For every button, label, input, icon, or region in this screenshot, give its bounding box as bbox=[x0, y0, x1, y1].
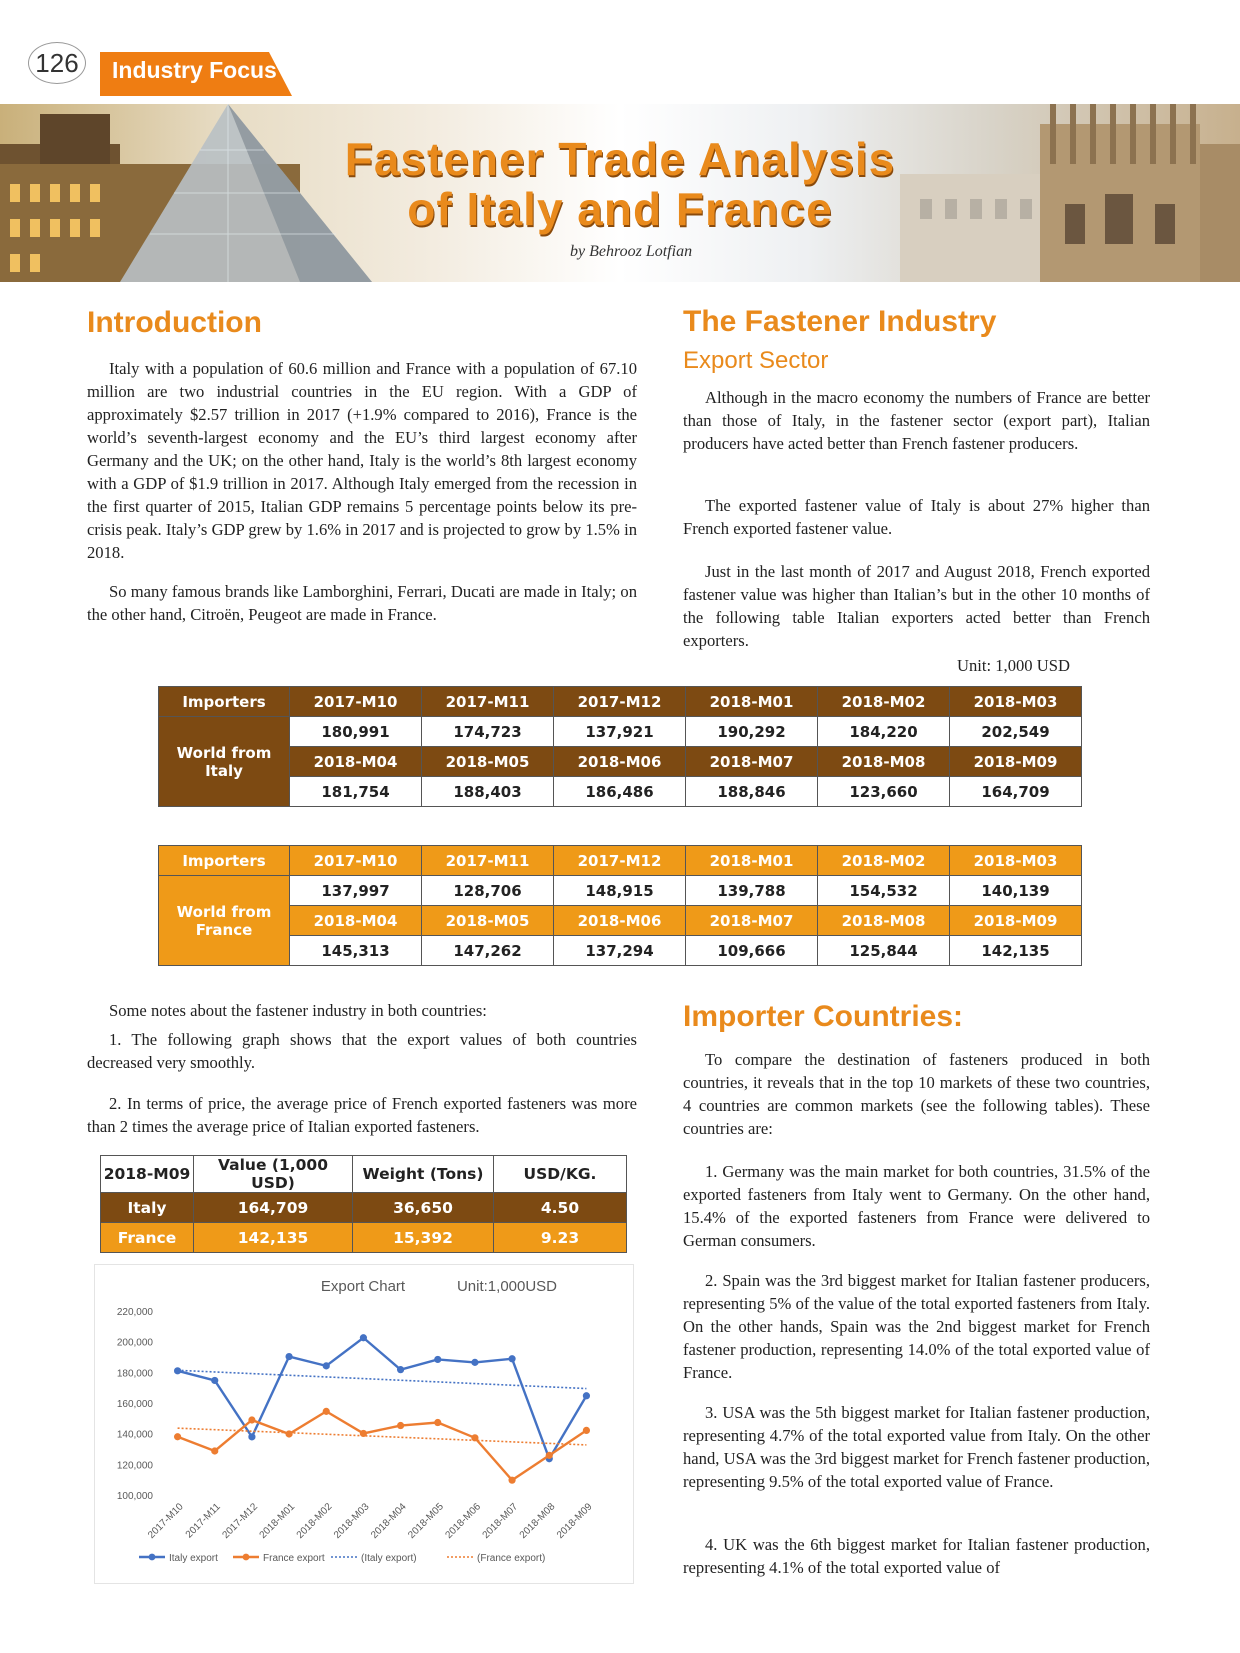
x-tick-label: 2018-M03 bbox=[331, 1501, 372, 1541]
x-tick-label: 2017-M12 bbox=[220, 1501, 261, 1541]
legend-marker bbox=[243, 1554, 250, 1561]
note-2: 2. In terms of price, the average price of French exported fasteners was more than 2 times the average price of Italian exported fasteners. bbox=[87, 1094, 637, 1136]
data-point bbox=[397, 1422, 404, 1429]
data-point bbox=[285, 1430, 292, 1437]
data-point bbox=[174, 1367, 181, 1374]
export-value-cell: 180,991 bbox=[290, 717, 422, 747]
month-header: 2018-M01 bbox=[686, 846, 818, 876]
chart-title: Export Chart bbox=[320, 1278, 406, 1295]
data-point bbox=[211, 1447, 218, 1454]
export-value-cell: 128,706 bbox=[422, 876, 554, 906]
export-value-cell: 190,292 bbox=[686, 717, 818, 747]
x-tick-label: 2018-M04 bbox=[369, 1501, 409, 1541]
price-comparison-table bbox=[100, 1155, 627, 1253]
data-point bbox=[434, 1356, 441, 1363]
y-tick-label: 200,000 bbox=[116, 1337, 153, 1349]
export-sector-subheading: Export Sector bbox=[683, 347, 829, 374]
price-table-cell: 142,135 bbox=[194, 1223, 353, 1253]
importers-paragraph-intro: To compare the destination of fasteners produced in both countries, it reveals that in the top 10 markets of these two countries, 4 countries are common markets (see the following tables). These countries are: bbox=[683, 1050, 1150, 1138]
importers-point-1: 1. Germany was the main market for both countries, 31.5% of the exported fasteners from Italy went to Germany. On the other hand, 15.4% of the exported fasteners from France were delivered to German consumers. bbox=[683, 1162, 1150, 1250]
export-value-cell: 164,709 bbox=[950, 777, 1082, 807]
data-point bbox=[434, 1419, 441, 1426]
price-table-header: 2018-M09 bbox=[101, 1156, 194, 1193]
importers-header: Importers bbox=[159, 687, 290, 717]
month-header: 2018-M04 bbox=[290, 747, 422, 777]
importers-point-3: 3. USA was the 5th biggest market for Italian fastener production, representing 4.7% of the total exported value from Italy. On the other hand, USA was the 3rd biggest market for French fastener production, representing 9.5% of the total exported value of France. bbox=[683, 1403, 1150, 1491]
export-value-cell: 148,915 bbox=[554, 876, 686, 906]
month-header: 2017-M11 bbox=[422, 846, 554, 876]
data-point bbox=[323, 1362, 330, 1369]
y-tick-label: 120,000 bbox=[116, 1460, 153, 1472]
price-table-header: Weight (Tons) bbox=[353, 1156, 494, 1193]
chart-unit-label: Unit:1,000USD bbox=[456, 1278, 558, 1295]
unit-label: Unit: 1,000 USD bbox=[957, 656, 1070, 675]
month-header: 2018-M09 bbox=[950, 747, 1082, 777]
month-header: 2018-M07 bbox=[686, 747, 818, 777]
data-point bbox=[583, 1392, 590, 1399]
y-tick-label: 100,000 bbox=[116, 1491, 153, 1502]
y-tick-label: 140,000 bbox=[116, 1429, 153, 1441]
fastener-industry-heading: The Fastener Industry bbox=[683, 305, 997, 338]
month-header: 2017-M12 bbox=[554, 846, 686, 876]
month-header: 2017-M12 bbox=[554, 687, 686, 717]
france-export-table bbox=[158, 845, 1082, 966]
month-header: 2017-M10 bbox=[290, 687, 422, 717]
data-point bbox=[583, 1427, 590, 1434]
legend-label: France export bbox=[263, 1553, 325, 1564]
article-title-line2: of Italy and France bbox=[407, 183, 833, 235]
month-header: 2018-M03 bbox=[950, 846, 1082, 876]
export-chart-svg bbox=[95, 1265, 633, 1583]
section-tag: Industry Focus bbox=[112, 57, 277, 83]
price-table-cell: 4.50 bbox=[494, 1193, 627, 1223]
export-value-cell: 145,313 bbox=[290, 936, 422, 966]
legend-label: Italy export bbox=[169, 1553, 218, 1564]
data-point bbox=[360, 1334, 367, 1341]
trendline-italy bbox=[178, 1370, 587, 1388]
export-value-cell: 174,723 bbox=[422, 717, 554, 747]
x-tick-label: 2018-M02 bbox=[294, 1501, 335, 1541]
data-point bbox=[285, 1353, 292, 1360]
export-value-cell: 188,846 bbox=[686, 777, 818, 807]
month-header: 2018-M04 bbox=[290, 906, 422, 936]
x-tick-label: 2018-M06 bbox=[443, 1501, 484, 1541]
month-header: 2017-M10 bbox=[290, 846, 422, 876]
price-table-cell: 36,650 bbox=[353, 1193, 494, 1223]
y-tick-label: 180,000 bbox=[116, 1368, 153, 1380]
data-point bbox=[174, 1433, 181, 1440]
note-1: 1. The following graph shows that the export values of both countries decreased very smoothly. bbox=[87, 1030, 637, 1072]
x-tick-label: 2018-M01 bbox=[257, 1501, 298, 1541]
x-tick-label: 2018-M05 bbox=[406, 1501, 446, 1541]
fastener-paragraph-3: Just in the last month of 2017 and August 2018, French exported fastener value was higher than Italian’s but in the other 10 months of the following table Italian exporters acted better than French exporters. bbox=[683, 562, 1150, 650]
article-title-line1: Fastener Trade Analysis bbox=[344, 133, 896, 185]
month-header: 2018-M05 bbox=[422, 747, 554, 777]
export-value-cell: 147,262 bbox=[422, 936, 554, 966]
importers-point-4: 4. UK was the 6th biggest market for Italian fastener production, representing 4.1% of the total exported value of bbox=[683, 1535, 1150, 1577]
data-point bbox=[546, 1452, 553, 1459]
introduction-paragraph-2: So many famous brands like Lamborghini, Ferrari, Ducati are made in Italy; on the other hand, Citroën, Peugeot are made in France. bbox=[87, 582, 637, 624]
export-value-cell: 181,754 bbox=[290, 777, 422, 807]
y-tick-label: 160,000 bbox=[116, 1399, 153, 1410]
price-table-header: Value (1,000 USD) bbox=[194, 1156, 353, 1193]
data-point bbox=[323, 1408, 330, 1415]
export-value-cell: 142,135 bbox=[950, 936, 1082, 966]
price-table-cell: 9.23 bbox=[494, 1223, 627, 1253]
page-number: 126 bbox=[28, 42, 86, 84]
notes-intro: Some notes about the fastener industry in both countries: bbox=[109, 1001, 487, 1020]
export-value-cell: 125,844 bbox=[818, 936, 950, 966]
export-value-cell: 186,486 bbox=[554, 777, 686, 807]
series-line-france bbox=[178, 1411, 587, 1480]
series-line-italy bbox=[178, 1338, 587, 1459]
importers-header: Importers bbox=[159, 846, 290, 876]
month-header: 2018-M01 bbox=[686, 687, 818, 717]
month-header: 2018-M03 bbox=[950, 687, 1082, 717]
month-header: 2018-M02 bbox=[818, 846, 950, 876]
data-point bbox=[397, 1366, 404, 1373]
data-point bbox=[360, 1430, 367, 1437]
export-value-cell: 137,997 bbox=[290, 876, 422, 906]
legend-label: (France export) bbox=[477, 1553, 546, 1564]
byline: by Behrooz Lotfian bbox=[570, 243, 693, 260]
price-table-cell: 164,709 bbox=[194, 1193, 353, 1223]
price-table-cell: Italy bbox=[101, 1193, 194, 1223]
export-value-cell: 139,788 bbox=[686, 876, 818, 906]
fastener-paragraph-2: The exported fastener value of Italy is about 27% higher than French exported fastener value. bbox=[683, 496, 1150, 538]
data-point bbox=[248, 1433, 255, 1440]
month-header: 2018-M09 bbox=[950, 906, 1082, 936]
legend-marker bbox=[149, 1554, 156, 1561]
data-point bbox=[508, 1477, 515, 1484]
row-label-france: World from France bbox=[159, 876, 290, 966]
export-value-cell: 184,220 bbox=[818, 717, 950, 747]
price-table-header: USD/KG. bbox=[494, 1156, 627, 1193]
italy-export-table bbox=[158, 686, 1082, 807]
export-chart bbox=[94, 1264, 634, 1584]
month-header: 2018-M06 bbox=[554, 747, 686, 777]
price-table-cell: 15,392 bbox=[353, 1223, 494, 1253]
y-tick-label: 220,000 bbox=[116, 1307, 153, 1318]
data-point bbox=[211, 1377, 218, 1384]
data-point bbox=[471, 1434, 478, 1441]
row-label-italy: World from Italy bbox=[159, 717, 290, 807]
month-header: 2018-M02 bbox=[818, 687, 950, 717]
export-value-cell: 202,549 bbox=[950, 717, 1082, 747]
fastener-paragraph-1: Although in the macro economy the numbers of France are better than those of Italy, in the fastener sector (export part), Italian producers have acted better than French fastener producers. bbox=[683, 388, 1150, 453]
importers-point-2: 2. Spain was the 3rd biggest market for Italian fastener producers, representing 5% of the value of the total exported fasteners from Italy. On the other hands, Spain was the 2nd biggest market for French fastener production, representing 14.0% of the total exported value of France. bbox=[683, 1271, 1150, 1382]
export-value-cell: 137,921 bbox=[554, 717, 686, 747]
month-header: 2018-M08 bbox=[818, 747, 950, 777]
x-tick-label: 2017-M11 bbox=[183, 1501, 223, 1541]
month-header: 2017-M11 bbox=[422, 687, 554, 717]
legend-label: (Italy export) bbox=[361, 1553, 417, 1564]
introduction-heading: Introduction bbox=[87, 306, 262, 339]
data-point bbox=[508, 1355, 515, 1362]
month-header: 2018-M06 bbox=[554, 906, 686, 936]
price-table-cell: France bbox=[101, 1223, 194, 1253]
x-tick-label: 2018-M07 bbox=[480, 1501, 521, 1541]
month-header: 2018-M05 bbox=[422, 906, 554, 936]
data-point bbox=[248, 1416, 255, 1423]
export-value-cell: 109,666 bbox=[686, 936, 818, 966]
introduction-paragraph-1: Italy with a population of 60.6 million and France with a population of 67.10 million are two industrial countries in the EU region. With a GDP of approximately $2.57 trillion in 2017 (+1.9% compared to 2016), France is the world’s seventh-largest economy and the EU’s third largest economy after Germany and the UK; on the other hand, Italy is the world’s 8th largest economy with a GDP of $1.9 trillion in 2017. Although Italy emerged from the recession in the first quarter of 2015, Italian GDP remains 5 percentage points below its pre-crisis peak. Italy’s GDP grew by 1.6% in 2017 and is projected to grow by 1.5% in 2018. bbox=[87, 359, 637, 562]
x-tick-label: 2018-M09 bbox=[554, 1501, 595, 1541]
month-header: 2018-M07 bbox=[686, 906, 818, 936]
export-value-cell: 137,294 bbox=[554, 936, 686, 966]
month-header: 2018-M08 bbox=[818, 906, 950, 936]
export-value-cell: 123,660 bbox=[818, 777, 950, 807]
data-point bbox=[471, 1359, 478, 1366]
importer-countries-heading: Importer Countries: bbox=[683, 1000, 964, 1033]
export-value-cell: 140,139 bbox=[950, 876, 1082, 906]
x-tick-label: 2017-M10 bbox=[146, 1501, 186, 1541]
export-value-cell: 188,403 bbox=[422, 777, 554, 807]
export-value-cell: 154,532 bbox=[818, 876, 950, 906]
x-tick-label: 2018-M08 bbox=[517, 1501, 558, 1541]
